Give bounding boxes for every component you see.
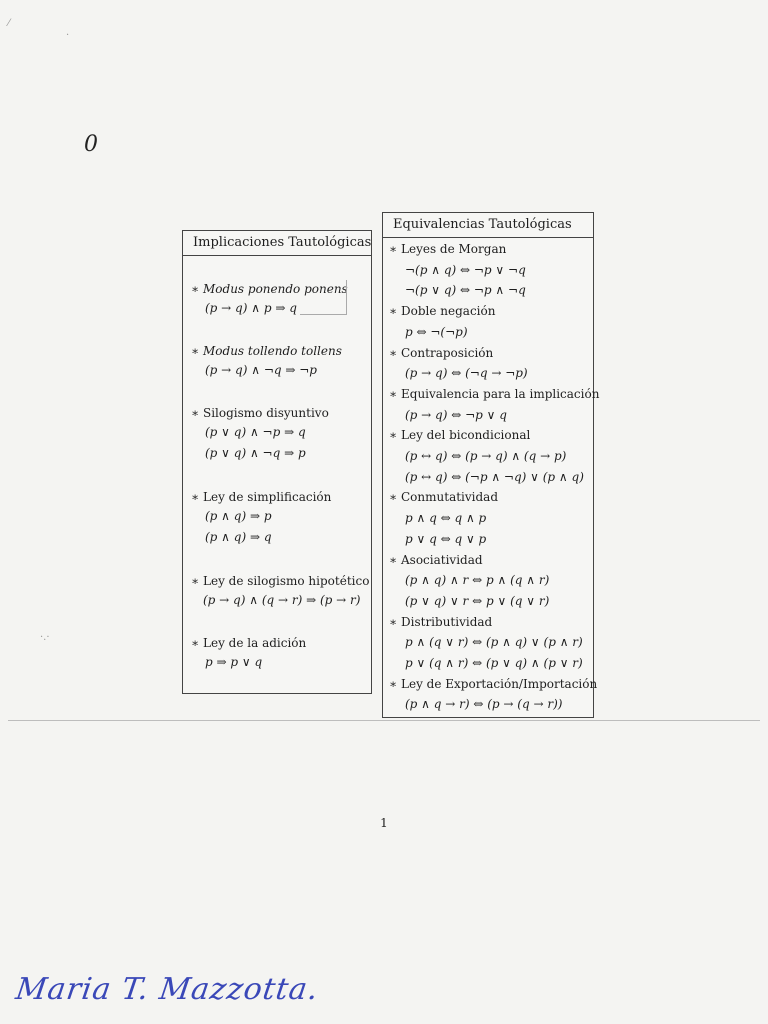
formula: (p → q) ∧ p ⇒ q bbox=[205, 301, 297, 315]
formula: (p → q) ∧ ¬q ⇒ ¬p bbox=[205, 363, 317, 377]
implicaciones-title: Implicaciones Tautológicas bbox=[183, 231, 371, 256]
formula: p ∨ (q ∧ r) ⇔ (p ∨ q) ∧ (p ∨ r) bbox=[405, 656, 583, 671]
equivalencia-item: ∗ Doble negación bbox=[389, 304, 496, 319]
item-label: Asociatividad bbox=[401, 552, 483, 567]
implicacion-item: ∗ Modus tollendo tollens (p → q) ∧ ¬q ⇒ ¬p bbox=[183, 343, 371, 381]
scan-speck: ⁄ bbox=[8, 18, 10, 29]
equivalencia-item: ∗ Contraposición bbox=[389, 345, 494, 360]
item-label: Doble negación bbox=[401, 304, 496, 319]
equivalencia-item: ∗ Distributividad bbox=[389, 614, 493, 629]
implicacion-item: ∗ Silogismo disyuntivo (p ∨ q) ∧ ¬p ⇒ q (p ∨ q) ∧ ¬q ⇒ p bbox=[183, 405, 371, 464]
equivalencias-list bbox=[383, 239, 600, 715]
item-label: Ley de Exportación/Importación bbox=[401, 676, 598, 691]
formula: (p → q) ∧ (q → r) ⇒ (p → r) bbox=[203, 593, 361, 607]
equivalencia-item: ∗ Equivalencia para la implicación bbox=[389, 386, 600, 401]
item-label: Ley de la adición bbox=[203, 636, 307, 650]
item-label: Ley de simplificación bbox=[203, 490, 332, 504]
formula: ¬(p ∧ q) ⇔ ¬p ∨ ¬q bbox=[405, 262, 526, 277]
scan-speck: · bbox=[66, 30, 70, 41]
formula: p ⇒ p ∨ q bbox=[205, 655, 263, 669]
item-label: Modus tollendo tollens bbox=[203, 344, 342, 358]
page-number: 1 bbox=[380, 816, 388, 830]
formula: (p → q) ⇔ (¬q → ¬p) bbox=[405, 366, 528, 381]
implicacion-item: ∗ Ley de simplificación (p ∧ q) ⇒ p (p ∧ q) ⇒ q bbox=[183, 489, 371, 548]
formula: (p ∨ q) ∧ ¬p ⇒ q bbox=[205, 425, 306, 439]
handwritten-signature: Maria T. Mazzotta. bbox=[13, 972, 321, 1007]
implicacion-item: ∗ Modus ponendo ponens (p → q) ∧ p ⇒ q bbox=[183, 281, 371, 319]
equivalencia-item: ∗ Conmutatividad bbox=[389, 490, 499, 505]
formula: (p ∨ q) ∨ r ⇔ p ∨ (q ∨ r) bbox=[405, 593, 550, 608]
item-label: Leyes de Morgan bbox=[401, 242, 507, 256]
implicacion-item: ∗ Ley de silogismo hipotético (p → q) ∧ (q → r) ⇒ (p → r) bbox=[183, 573, 371, 611]
item-label: Conmutatividad bbox=[401, 490, 499, 505]
formula: (p ∧ q) ⇒ p bbox=[205, 509, 272, 523]
item-label: Ley del bicondicional bbox=[401, 428, 531, 443]
formula: (p ∧ q) ⇒ q bbox=[205, 530, 272, 544]
equivalencia-item: ∗ Ley del bicondicional bbox=[389, 428, 531, 443]
formula: p ⇔ ¬(¬p) bbox=[405, 324, 468, 339]
formula: (p ∧ q) ∧ r ⇔ p ∧ (q ∧ r) bbox=[405, 573, 550, 588]
formula: p ∧ q ⇔ q ∧ p bbox=[405, 511, 487, 526]
equivalencia-item: ∗ Asociatividad bbox=[389, 552, 483, 567]
formula: p ∨ q ⇔ q ∨ p bbox=[405, 531, 487, 546]
implicacion-item: ∗ Ley de la adición p ⇒ p ∨ q bbox=[183, 635, 371, 673]
formula: (p → q) ⇔ ¬p ∨ q bbox=[405, 407, 507, 422]
pencil-annotation-box bbox=[300, 280, 347, 315]
scan-speck: ·.· bbox=[40, 632, 50, 643]
scan-fold-line bbox=[8, 720, 760, 721]
item-label: Silogismo disyuntivo bbox=[203, 406, 329, 420]
item-label: Modus ponendo ponens bbox=[203, 282, 348, 296]
item-label: Equivalencia para la implicación bbox=[401, 386, 600, 401]
item-label: Contraposición bbox=[401, 345, 494, 360]
formula: (p ↔ q) ⇔ (p → q) ∧ (q → p) bbox=[405, 449, 567, 464]
formula: (p ∨ q) ∧ ¬q ⇒ p bbox=[205, 446, 306, 460]
equivalencias-box bbox=[382, 212, 600, 718]
equivalencias-title: Equivalencias Tautológicas bbox=[383, 213, 593, 238]
formula: p ∧ (q ∨ r) ⇔ (p ∧ q) ∨ (p ∧ r) bbox=[405, 635, 583, 650]
item-label: Ley de silogismo hipotético bbox=[203, 574, 370, 588]
formula: (p ↔ q) ⇔ (¬p ∧ ¬q) ∨ (p ∧ q) bbox=[405, 469, 584, 484]
item-label: Distributividad bbox=[401, 614, 493, 629]
equivalencia-item: ∗ Leyes de Morgan bbox=[389, 242, 507, 256]
formula: (p ∧ q → r) ⇔ (p → (q → r)) bbox=[405, 697, 563, 712]
equivalencia-item: ∗ Ley de Exportación/Importación bbox=[389, 676, 598, 691]
handwritten-zero-mark: 0 bbox=[84, 132, 98, 157]
formula: ¬(p ∨ q) ⇔ ¬p ∧ ¬q bbox=[405, 283, 526, 298]
